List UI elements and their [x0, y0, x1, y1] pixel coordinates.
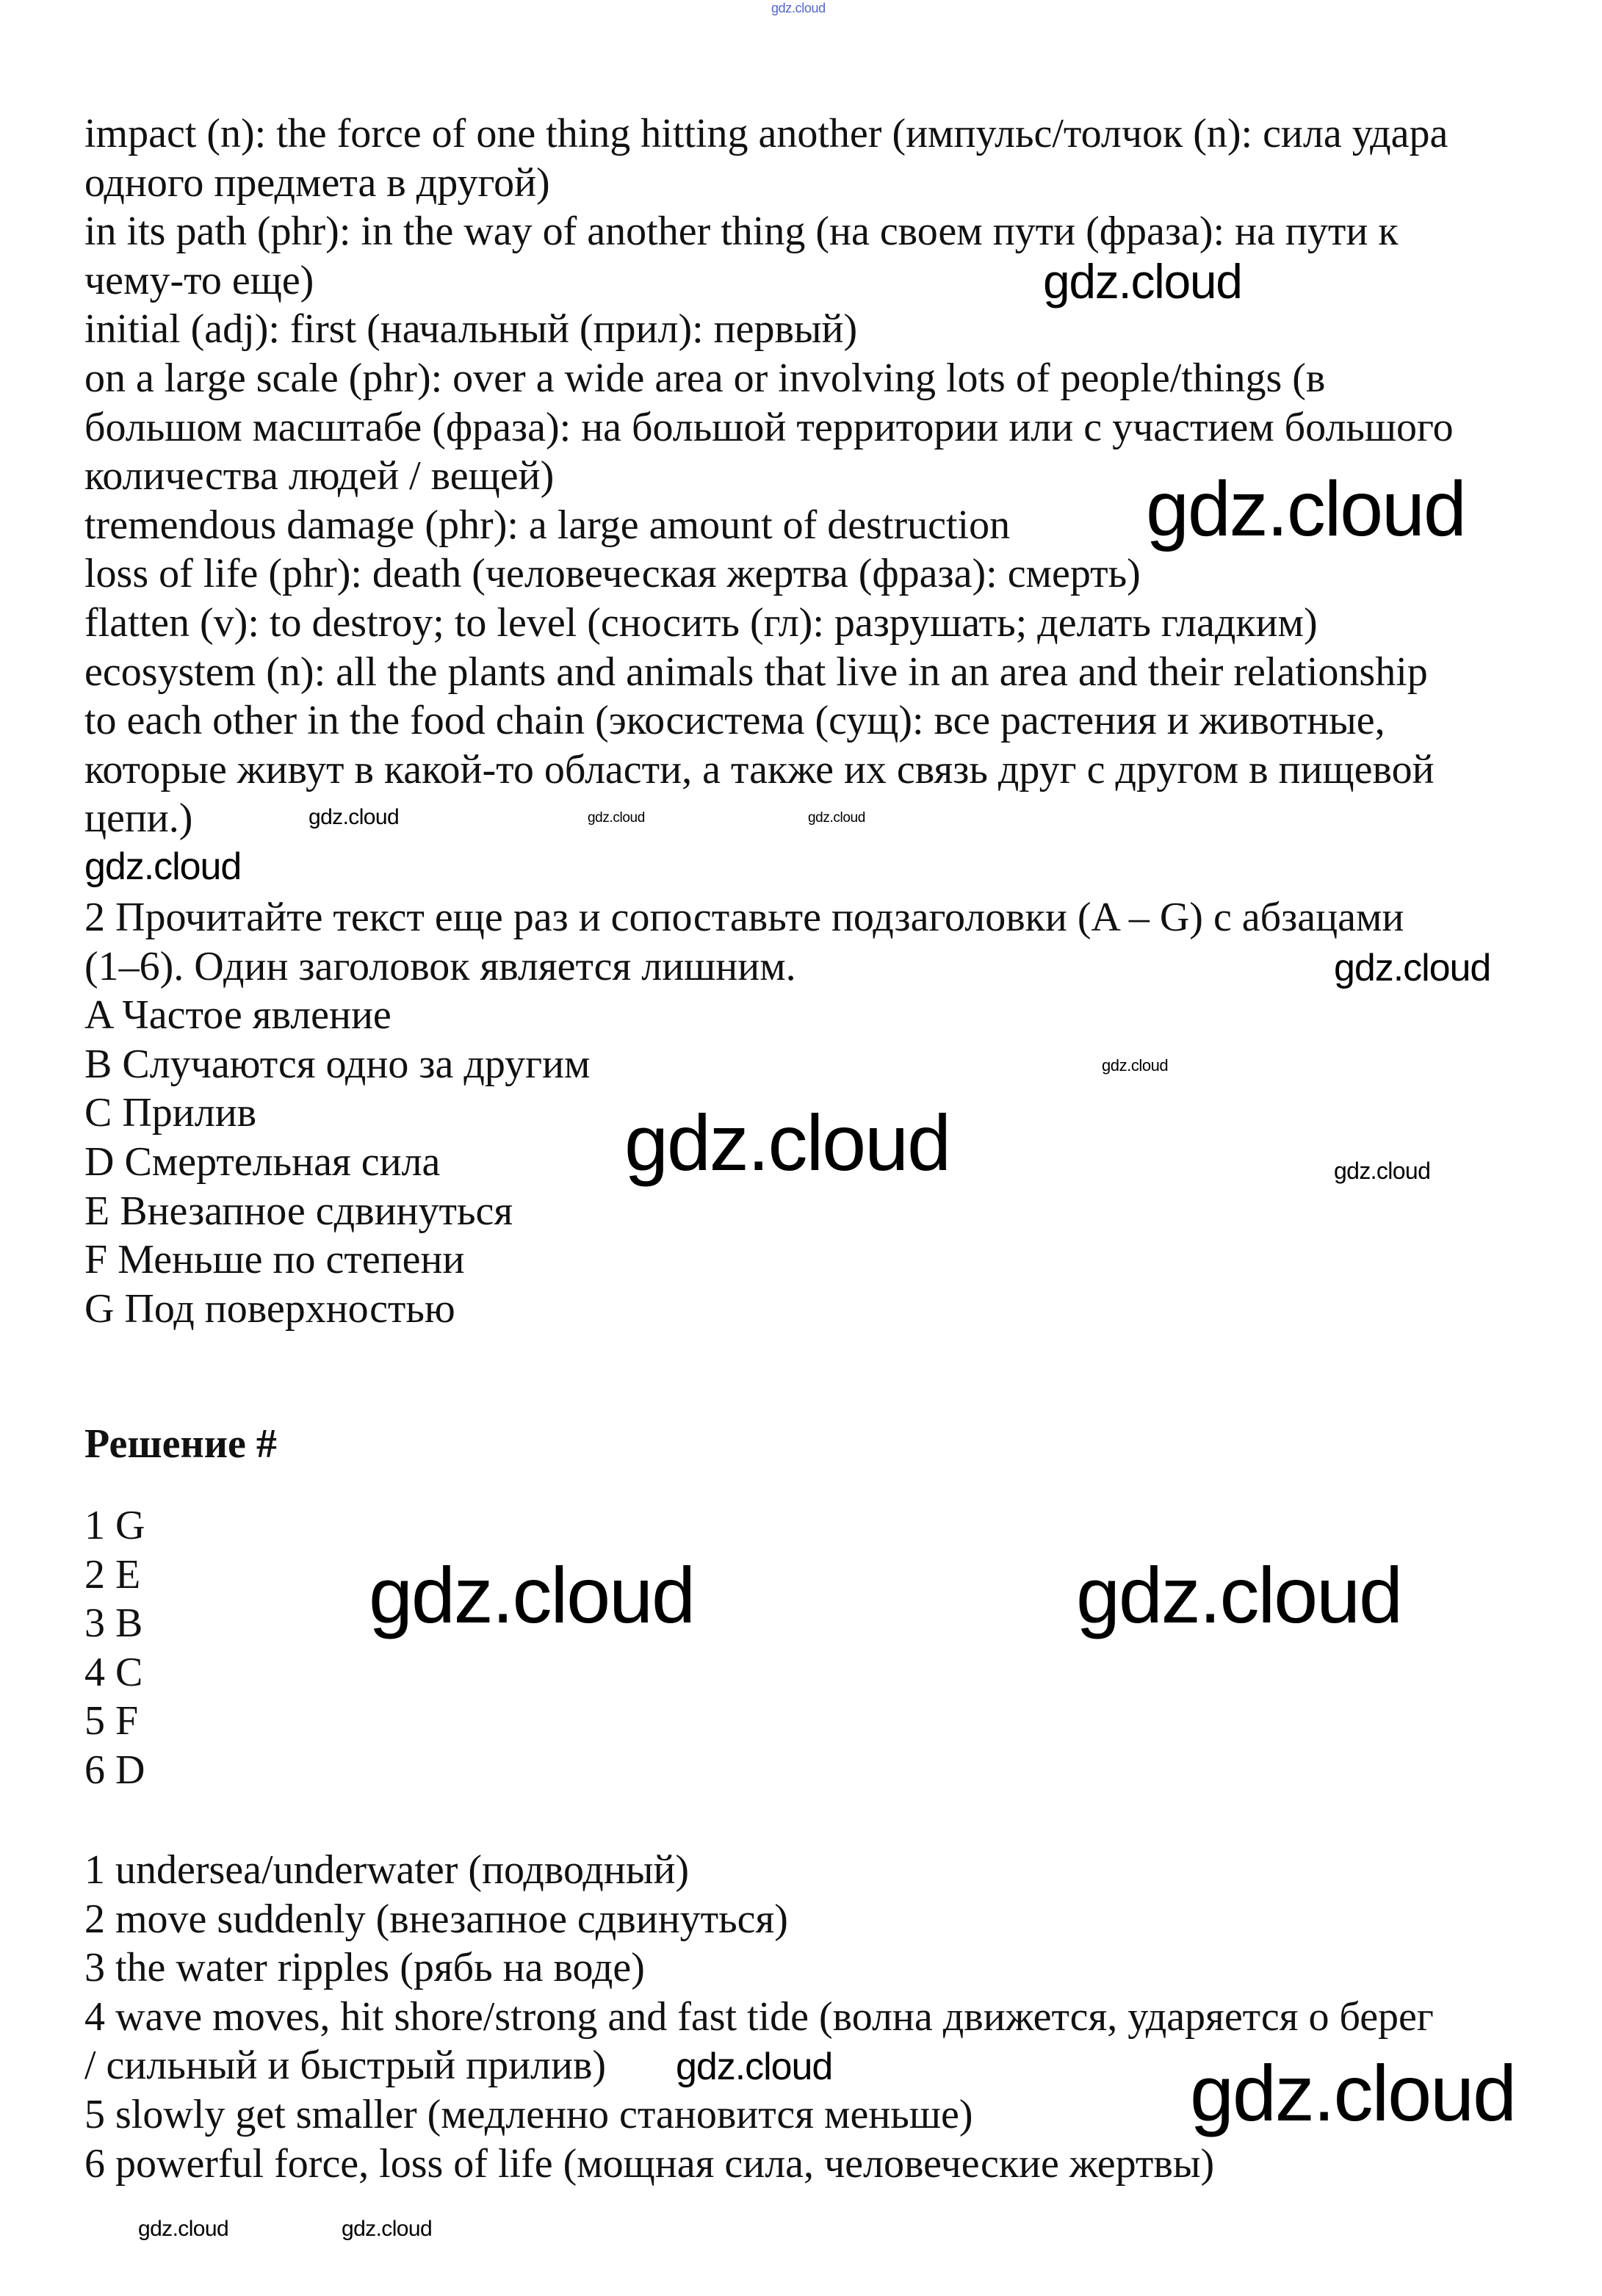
answer-item: 3 B	[84, 1600, 143, 1647]
watermark: gdz.cloud	[588, 810, 645, 826]
vocab-line: on a large scale (phr): over a wide area or involving lots of people/things (в	[84, 355, 1326, 401]
heading-option: G Под поверхностью	[84, 1285, 455, 1332]
answer-item: 2 E	[84, 1551, 141, 1598]
heading-option: C Прилив	[84, 1090, 257, 1136]
answer-item: 6 D	[84, 1747, 145, 1793]
explanation-item: 5 slowly get smaller (медленно становится меньше)	[84, 2091, 973, 2137]
vocab-line: to each other in the food chain (экосистема (сущ): все растения и животные,	[84, 698, 1385, 744]
vocab-line: initial (adj): first (начальный (прил): первый)	[84, 306, 858, 353]
watermark: gdz.cloud	[624, 1098, 950, 1187]
watermark: gdz.cloud	[771, 1, 826, 15]
answer-item: 1 G	[84, 1503, 145, 1548]
vocab-line: цепи.)	[84, 795, 193, 842]
watermark: gdz.cloud	[138, 2217, 229, 2241]
solution-title-text: Решение #	[84, 1421, 277, 1467]
watermark: gdz.cloud	[1102, 1056, 1169, 1075]
watermark: gdz.cloud	[1334, 947, 1491, 989]
explanation-item: / сильный и быстрый прилив)	[84, 2043, 607, 2089]
heading-option: F Меньше по степени	[84, 1237, 465, 1283]
task-instruction: (1–6). Один заголовок является лишним.	[84, 943, 796, 989]
watermark: gdz.cloud	[309, 805, 400, 829]
heading-option: A Частое явление	[84, 992, 392, 1039]
vocab-line: in its path (phr): in the way of another thing (на своем пути (фраза): на пути к	[84, 209, 1399, 255]
watermark: gdz.cloud	[1043, 254, 1242, 308]
explanation-item: 1 undersea/underwater (подводный)	[84, 1847, 690, 1893]
vocab-line: flatten (v): to destroy; to level (сносить (гл): разрушать; делать гладким)	[84, 599, 1318, 646]
watermark: gdz.cloud	[1334, 1158, 1431, 1184]
answer-item: 5 F	[84, 1698, 139, 1744]
explanation-item: 2 move suddenly (внезапное сдвинуться)	[84, 1896, 788, 1942]
vocab-line: impact (n): the force of one thing hitting another (импульс/толчок (n): сила удара	[84, 111, 1448, 156]
watermark: gdz.cloud	[369, 1550, 694, 1639]
watermark: gdz.cloud	[1190, 2048, 1515, 2137]
explanation-item: 4 wave moves, hit shore/strong and fast tide (волна движется, ударяется о берег	[84, 1993, 1434, 2040]
explanation-item: 6 powerful force, loss of life (мощная сила, человеческие жертвы)	[84, 2140, 1215, 2187]
vocab-line: количества людей / вещей)	[84, 453, 555, 499]
vocab-line: ecosystem (n): all the plants and animals that live in an area and their relationship	[84, 649, 1428, 695]
watermark: gdz.cloud	[342, 2217, 433, 2241]
answers-list	[84, 1501, 145, 1795]
watermark: gdz.cloud	[676, 2046, 833, 2088]
answer-item: 4 C	[84, 1649, 143, 1695]
watermark: gdz.cloud	[1076, 1550, 1401, 1639]
vocab-line: одного предмета в другой)	[84, 159, 550, 206]
vocab-line: которые живут в какой-то области, а также их связь друг с другом в пищевой	[84, 746, 1435, 793]
heading-option: E Внезапное сдвинуться	[84, 1188, 513, 1234]
heading-option: B Случаются одно за другим	[84, 1041, 591, 1087]
task-instruction: 2 Прочитайте текст еще раз и сопоставьте подзаголовки (A – G) с абзацами	[84, 895, 1404, 940]
vocab-line: loss of life (phr): death (человеческая жертва (фраза): смерть)	[84, 551, 1141, 597]
heading-option: D Смертельная сила	[84, 1138, 441, 1185]
solution-title	[84, 1420, 277, 1469]
vocab-line: чему-то еще)	[84, 257, 314, 303]
vocab-line: большом масштабе (фраза): на большой территории или с участием большого	[84, 404, 1454, 450]
explanation-item: 3 the water ripples (рябь на воде)	[84, 1945, 645, 1991]
watermark: gdz.cloud	[1146, 466, 1465, 552]
watermark: gdz.cloud	[808, 810, 865, 826]
watermark: gdz.cloud	[84, 845, 242, 888]
vocab-line: tremendous damage (phr): a large amount of destruction	[84, 502, 1011, 548]
